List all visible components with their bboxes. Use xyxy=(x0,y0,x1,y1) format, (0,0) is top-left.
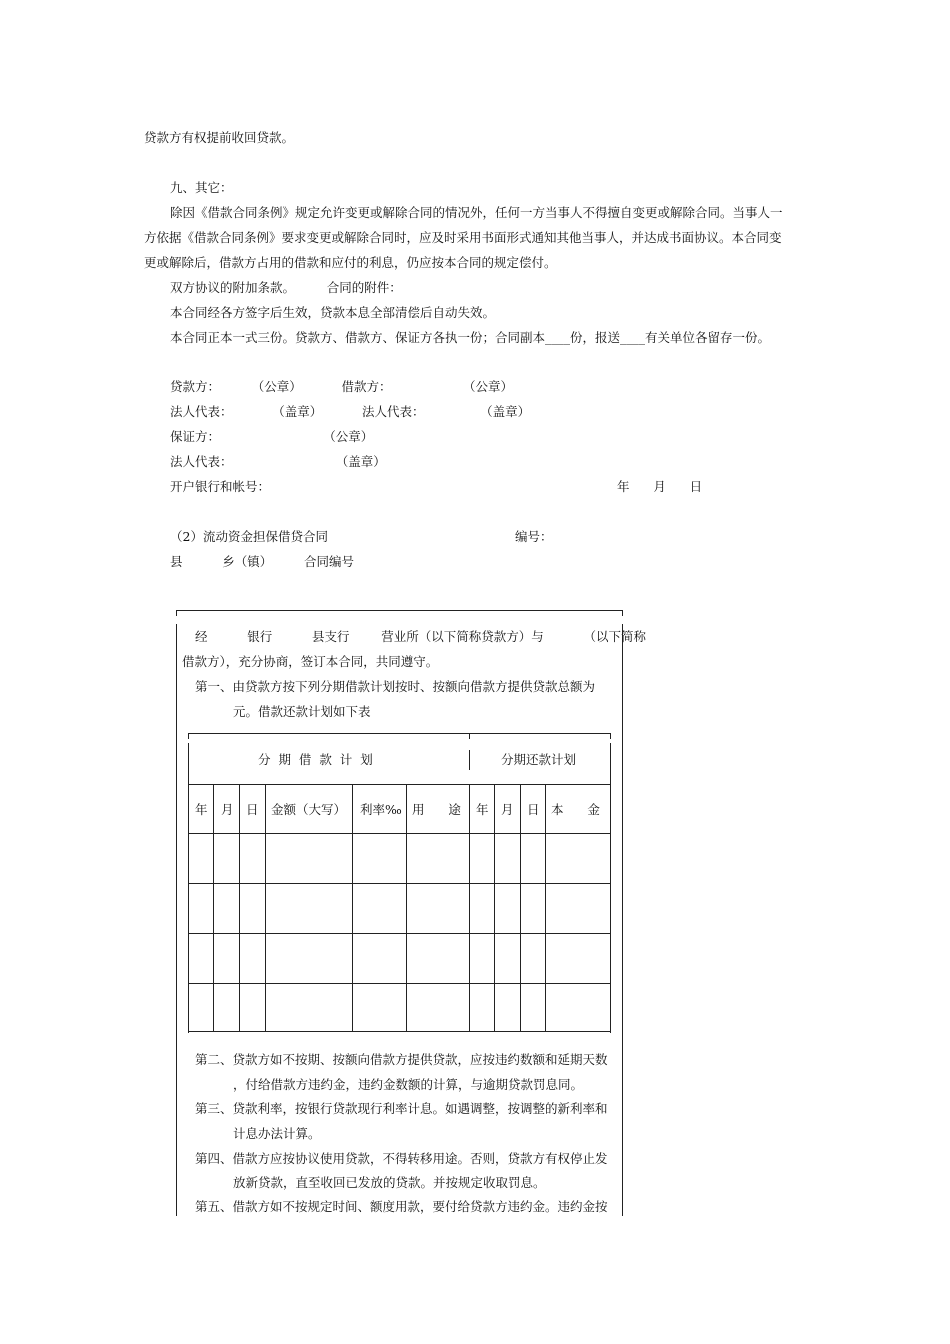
text-line: 本合同经各方签字后生效，贷款本息全部清偿后自动失效。 xyxy=(170,305,496,320)
article-line: 第五、借款方如不按规定时间、额度用款，要付给贷款方违约金。违约金按 xyxy=(195,1199,608,1214)
article-line: 第三、贷款利率，按银行贷款现行利率计息。如遇调整，按调整的新利率和 xyxy=(195,1101,608,1116)
col-header-purpose: 用 途 xyxy=(412,802,461,817)
signature-line: 法人代表： （盖章） xyxy=(170,454,386,469)
group-header-loan: 分 期 借 款 计 划 xyxy=(258,752,373,767)
text-line: 更或解除后，借款方占用的借款和应付的利息，仍应按本合同的规定偿付。 xyxy=(144,255,557,270)
section-heading: 九、其它： xyxy=(170,180,233,195)
article-line: 第四、借款方应按协议使用贷款，不得转移用途。否则，贷款方有权停止发 xyxy=(195,1151,608,1166)
signature-line: 法人代表： （盖章） 法人代表： （盖章） xyxy=(170,404,531,419)
text-line: 除因《借款合同条例》规定允许变更或解除合同的情况外，任何一方当事人不得擅自变更或解除合同。当事人一 xyxy=(170,205,783,220)
article-line: ，付给借款方违约金，违约金数额的计算，与逾期贷款罚息同。 xyxy=(233,1077,584,1092)
text-line: 贷款方有权提前收回贷款。 xyxy=(144,130,295,145)
text-line: 双方协议的附加条款。 合同的附件： xyxy=(170,280,402,295)
text-line: 方依据《借款合同条例》要求变更或解除合同时，应及时采用书面形式通知其他当事人，并达成书面协议。本合同变 xyxy=(144,230,782,245)
signature-line: 开户银行和帐号： xyxy=(170,479,271,494)
col-header-rate: 利率‰ xyxy=(360,802,402,817)
col-header-year: 年 xyxy=(195,802,208,817)
col-header-repay-year: 年 xyxy=(476,802,489,817)
col-header-repay-day: 日 xyxy=(527,802,540,817)
text-line: 本合同正本一式三份。贷款方、借款方、保证方各执一份；合同副本____份，报送____有关单位各留存一份。 xyxy=(170,330,771,345)
contract-number-label: 编号： xyxy=(515,529,553,544)
article-line: 第二、贷款方如不按期、按额向借款方提供贷款，应按违约数额和延期天数 xyxy=(195,1052,608,1067)
intro-line: 借款方），充分协商，签订本合同，共同遵守。 xyxy=(182,654,439,669)
col-header-repay-month: 月 xyxy=(501,802,514,817)
article-line: 计息办法计算。 xyxy=(233,1126,321,1141)
article-line: 第一、由贷款方按下列分期借款计划按时、按额向借款方提供贷款总额为 xyxy=(195,679,596,694)
col-header-day: 日 xyxy=(246,802,259,817)
article-line: 元。借款还款计划如下表 xyxy=(233,704,371,719)
col-header-amount: 金额（大写） xyxy=(271,802,347,817)
article-line: 放新贷款，直至收回已发放的贷款。并按规定收取罚息。 xyxy=(233,1175,546,1190)
location-line: 县 乡（镇） 合同编号 xyxy=(170,554,355,569)
group-header-repay: 分期还款计划 xyxy=(501,752,577,767)
col-header-month: 月 xyxy=(221,802,234,817)
intro-line: 经 银行 县支行 营业所（以下简称贷款方）与 （以下简称 xyxy=(195,629,646,644)
signature-line: 贷款方： （公章） 借款方： （公章） xyxy=(170,379,514,394)
signature-line: 保证方： （公章） xyxy=(170,429,374,444)
date-line: 年 月 日 xyxy=(617,479,703,494)
col-header-principal: 本 金 xyxy=(551,802,600,817)
contract-title: （2）流动资金担保借贷合同 xyxy=(170,529,328,544)
